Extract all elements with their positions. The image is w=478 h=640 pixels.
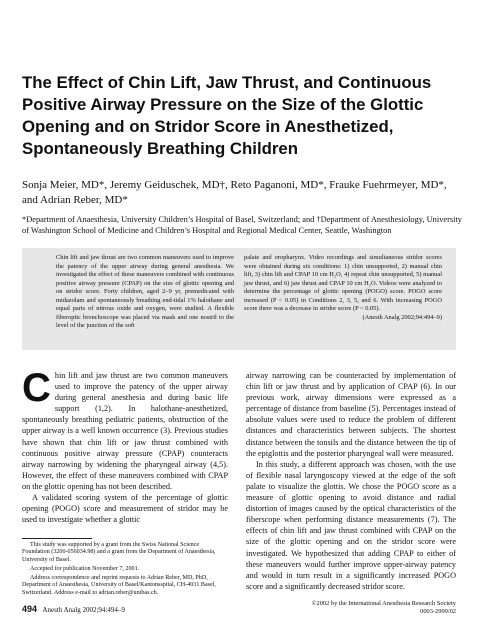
page-footer-right	[256, 600, 456, 616]
body-column-right	[246, 370, 456, 624]
author-affiliations: *Department of Anaesthesia, University Children’s Hospital of Basel, Switzerland; and †Department of Anesthesiology, University of Washington School of Medicine and Children’s Hospital and Regional Medical Center, Seattle, Washington	[22, 215, 462, 235]
abstract-column-right	[244, 254, 442, 322]
author-list: Sonja Meier, MD*, Jeremy Geiduschek, MD†, Reto Paganoni, MD*, Frauke Fuehrmeyer, MD*, and Adrian Reber, MD*	[22, 179, 447, 206]
abstract-box	[22, 248, 456, 350]
intro-paragraph-1-text: hin lift and jaw thrust are two common maneuvers used to improve the patency of the upper airway during general anesthesia and during basic life support (1,2). In halothane-anesthetized, spontaneously breathing pediatric patients, obstruction of the upper airway is a well known occurrence (3). Previous studies have shown that chin lift or jaw thrust combined with continuous positive airway pressure (CPAP) counteracts airway narrowing by widening the pharyngeal airway (4,5). However, the effect of these maneuvers combined with CPAP on the glottic opening has not been described.	[22, 371, 228, 491]
abstract-column-left	[56, 254, 234, 331]
footnote-funding: This study was supported by a grant from the Swiss National Science Foundation (3200-056034.98) and a grant from the Department of Anaesthesia, University of Basel.	[22, 542, 216, 563]
intro-paragraph-3: airway narrowing can be counteracted by implementation of chin lift or jaw thrust and by application of CPAP (6). In our previous work, airway dimensions were expressed as a percentage of distance from baseline (5). Percentages instead of absolute values were used to reduce the problem of different distances and characteristics between subjects. The shortest distance between the tonsils and the distance between the tip of the epiglottis and the posterior pharyngeal wall were measured.	[246, 371, 456, 458]
article-title: The Effect of Chin Lift, Jaw Thrust, and Continuous Positive Airway Pressure on the Size of the Glottic Opening and on Stridor Score in Anesthetized, Spontaneously Breathing Children	[22, 73, 432, 158]
page-footer-left	[22, 604, 125, 614]
footnote-divider	[22, 538, 92, 539]
footnote-accepted: Accepted for publication November 7, 2001.	[30, 565, 140, 572]
abstract-text-right: palate and oropharynx. Video recordings and simultaneous stridor scores were obtained during six conditions: 1) chin unsupported, 2) manual chin lift, 3) chin lift and CPAP 10 cm H₂O, 4) repeat chin unsupported, 5) manual jaw thrust, and 6) jaw thrust and CPAP 10 cm H₂O. Videos were analyzed to determine the percentage of glottic opening (POGO) score. POGO score increased (P < 0.05) in Conditions 2, 3, 5, and 6. With increasing POGO score there was a decrease in stridor score (P < 0.05).	[244, 254, 442, 313]
drop-cap: C	[22, 370, 51, 410]
abstract-text-left: Chin lift and jaw thrust are two common maneuvers used to improve the patency of the upper airway during general anesthesia. We investigated the effect of these maneuvers combined with continuous positive airway pressure (CPAP) on the size of glottic opening and on stridor score. Forty children, aged 2–9 yr, premedicated with midazolam and spontaneously breathing end-tidal 1% halothane and equal parts of nitrous oxide and oxygen, were studied. A flexible fiberoptic bronchoscope was placed via mask and one nostril to the level of the junction of the soft	[56, 254, 234, 330]
issn-code: 0003-2999/02	[420, 608, 456, 615]
intro-paragraph-2: A validated scoring system of the percentage of glottic opening (POGO) score and measurement of stridor may be used to investigate whether a glottic	[22, 493, 228, 525]
journal-citation: Anesth Analg 2002;94:494–9	[42, 606, 125, 614]
page-number: 494	[22, 604, 38, 614]
body-column-left	[22, 370, 228, 530]
intro-paragraph-4: In this study, a different approach was chosen, with the use of flexible nasal laryngoscopy viewed at the edge of the soft palate to visualize the glottis. We chose the POGO score as a measure of glottic opening to avoid distance and radial distortion of images caused by the optical characteristics of the fiberscope when performing distance measurements (7). The effects of chin lift and jaw thrust combined with CPAP on the size of the glottic opening and on the stridor score were investigated. We hypothesized that adding CPAP to either of these maneuvers would further improve upper-airway patency and would in turn result in a significantly increased POGO score and a significantly decreased stridor score.	[246, 459, 456, 591]
abstract-citation: (Anesth Analg 2002;94:494–9)	[362, 313, 442, 321]
copyright-notice: ©2002 by the International Anesthesia Research Society	[311, 600, 456, 607]
intro-paragraph-1	[22, 370, 228, 492]
footnotes	[22, 542, 228, 599]
footnote-correspondence: Address correspondence and reprint requests to Adrian Reber, MD, PhD, Department of Anaesthesia, University of Basel/Kantonsspital, CH-4031 Basel, Switzerland. Address e-mail to adrian.reber@unibas.ch.	[22, 575, 216, 596]
